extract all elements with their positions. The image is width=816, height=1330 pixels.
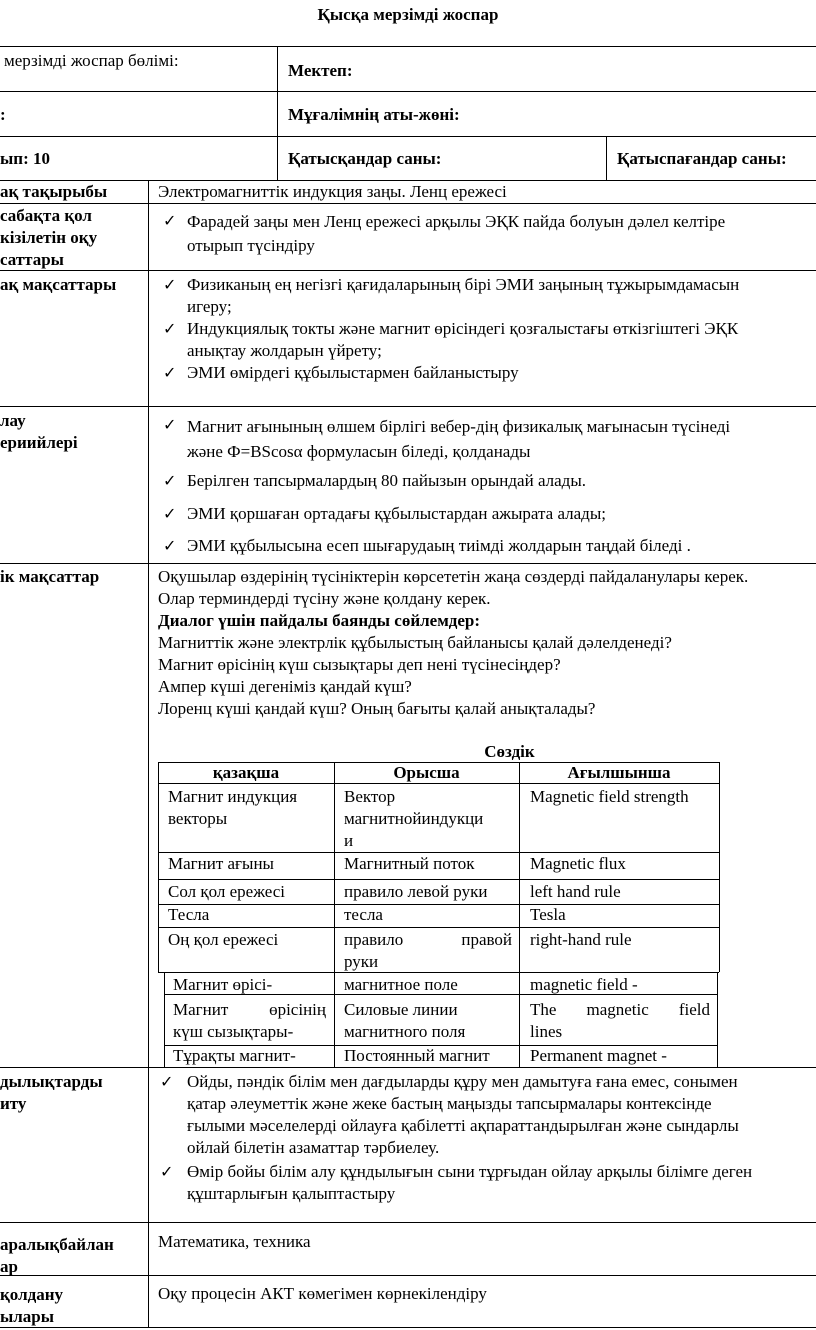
grid-line — [0, 563, 816, 564]
grid-line — [0, 1327, 816, 1328]
item-line: ЭМИ өмірдегі құбылыстармен байланыстыру — [187, 363, 519, 382]
date-label: : — [0, 105, 6, 124]
language-label: ік мақсаттар — [0, 567, 100, 586]
values-item — [187, 1161, 752, 1205]
dict-cell-ru: Магнитный поток — [344, 854, 475, 873]
dict-cell-en: Magnetic field strength — [530, 787, 689, 806]
check-icon: ✓ — [163, 471, 177, 490]
criteria-item: ЭМИ қоршаған ортадағы құбылыстардан ажырата алады; — [187, 504, 606, 523]
grid-line — [0, 91, 816, 92]
dict-line — [519, 972, 520, 1067]
dict-line — [719, 762, 720, 972]
check-icon: ✓ — [163, 211, 177, 230]
check-icon: ✓ — [160, 1162, 174, 1181]
item-line: ғылыми мәселелерді ойлауға қабілетті ақпараттандырылған және сындарлы — [187, 1116, 739, 1135]
check-icon: ✓ — [163, 415, 177, 434]
grid-line — [0, 406, 816, 407]
dict-cell-ru: правило правой руки — [344, 930, 512, 971]
goal-item — [187, 274, 739, 318]
dict-line — [158, 879, 719, 880]
item-line: Индукциялық токты және магнит өрісіндегі қозғалыстағы өткізгіштегі ЭҚК — [187, 319, 739, 338]
dict-line — [158, 904, 719, 905]
label-line: сабақта қол — [0, 206, 92, 225]
grid-line — [0, 136, 816, 137]
grid-line — [0, 1067, 816, 1068]
grid-line — [0, 270, 816, 271]
dict-line — [334, 762, 335, 972]
grid-line — [277, 46, 278, 180]
dict-cell-kz: Тесла — [168, 905, 210, 924]
teacher-label: Мұғалімнің аты-жөні: — [288, 105, 460, 124]
goal-item — [187, 362, 519, 384]
label-line: ылары — [0, 1307, 55, 1326]
criteria-item: Берілген тапсырмалардың 80 пайызын орындай алады. — [187, 471, 586, 490]
dict-cell-ru: Постоянный магнит — [344, 1046, 490, 1065]
intro-line: Оқушылар өздерінің түсініктерін көрсететін жаңа сөздерді пайдаланулары керек. — [158, 567, 749, 586]
label-line: қолдану — [0, 1285, 64, 1304]
dict-cell-ru: Вектор магнитнойиндукци и — [344, 787, 484, 850]
grid-line — [0, 1275, 816, 1276]
section-label: мерзімді жоспар бөлімі: — [4, 51, 179, 70]
dict-cell-kz: Сол қол ережесі — [168, 882, 285, 901]
label-line: лау — [0, 411, 26, 430]
question-line: Ампер күші дегеніміз қандай күш? — [158, 677, 412, 696]
question-line: Магнит өрісінің күш сызықтары деп нені түсінесіңдер? — [158, 655, 561, 674]
dict-cell-en: magnetic field - — [530, 975, 638, 994]
dialog-heading: Диалог үшін пайдалы баянды сөйлемдер: — [158, 611, 481, 630]
check-icon: ✓ — [160, 1072, 174, 1091]
label-line: саттары — [0, 250, 64, 269]
dict-cell-kz: Тұрақты магнит- — [173, 1046, 296, 1065]
item-line: отырып түсіндіру — [187, 236, 315, 255]
check-icon: ✓ — [163, 275, 177, 294]
dict-cell-kz: Магнит индукция векторы — [168, 787, 298, 828]
item-line: анықтау жолдарын үйрету; — [187, 341, 382, 360]
dict-cell-en: The magnetic field lines — [530, 1000, 710, 1041]
ict-label — [0, 1284, 63, 1328]
cross-label — [0, 1234, 114, 1278]
label-line: дылықтарды — [0, 1072, 103, 1091]
dict-line — [519, 762, 520, 972]
dict-cell-kz: Магнит ағыны — [168, 854, 274, 873]
grid-line — [0, 203, 816, 204]
absent-count-label: Қатыспағандар саны: — [617, 149, 787, 168]
grade-label: ып: 10 — [0, 149, 50, 168]
school-label: Мектеп: — [288, 61, 353, 80]
item-line: Магнит ағынының өлшем бірлігі вебер-дің физикалық мағынасын түсінеді — [187, 417, 731, 436]
dict-cell-ru: Силовые линии магнитного поля — [344, 1000, 466, 1041]
item-line: және Ф=BScosα формуласын біледі, қолданады — [187, 442, 531, 461]
topic-label: ақ тақырыбы — [0, 182, 108, 201]
dict-line — [164, 972, 165, 1067]
dict-line — [334, 972, 335, 1067]
label-line: аралықбайлан — [0, 1235, 114, 1254]
dict-cell-en: Magnetic flux — [530, 854, 626, 873]
dict-cell-ru: правило левой руки — [344, 882, 488, 901]
objectives-label — [0, 205, 97, 271]
question-line: Лоренц күші қандай күш? Оның бағыты қалай анықталады? — [158, 699, 596, 718]
grid-line — [0, 1222, 816, 1223]
goal-item — [187, 318, 738, 362]
item-line: Фарадей заңы мен Ленц ережесі арқылы ЭҚК пайда болуын дәлел келтіре — [187, 212, 726, 231]
page-title: Қысқа мерзімді жоспар — [317, 5, 499, 24]
dict-cell-en: Tesla — [530, 905, 566, 924]
grid-line — [606, 136, 607, 180]
item-line: құштарлығын қалыптастыру — [187, 1184, 396, 1203]
label-line: ериийлері — [0, 433, 78, 452]
dict-line — [158, 927, 719, 928]
dictionary-title: Сөздік — [484, 742, 535, 761]
check-icon: ✓ — [163, 504, 177, 523]
dict-cell-kz: Оң қол ережесі — [168, 930, 279, 949]
criteria-label — [0, 410, 78, 454]
dict-header-ru: Орысша — [393, 763, 460, 782]
language-intro — [158, 566, 748, 720]
objective-item — [187, 210, 725, 258]
check-icon: ✓ — [163, 536, 177, 555]
check-icon: ✓ — [163, 363, 177, 382]
lesson-goals-label: ақ мақсаттары — [0, 275, 117, 294]
present-count-label: Қатысқандар саны: — [288, 149, 442, 168]
criteria-item: ЭМИ құбылысына есеп шығарудаың тиімді жолдарын таңдай біледі . — [187, 536, 691, 555]
item-line: Физиканың ең негізгі қағидаларының бірі ЭМИ заңының тұжырымдамасын — [187, 275, 740, 294]
label-line: иту — [0, 1094, 27, 1113]
ict-value: Оқу процесін АКТ көмегімен көрнекілендіру — [158, 1284, 487, 1303]
item-line: қатар әлеуметтік және жеке бастың маңызды тапсырмалары контексінде — [187, 1094, 712, 1113]
dict-header-en: Ағылшынша — [567, 763, 671, 782]
dict-line — [717, 972, 718, 1067]
values-item — [187, 1071, 739, 1159]
criteria-item — [187, 414, 730, 464]
question-line: Магниттік және электрлік құбылыстың байланысы қалай дәлелденеді? — [158, 633, 672, 652]
dict-cell-kz: Магнит өрісінің күш сызықтары- — [173, 1000, 326, 1041]
grid-line — [0, 46, 816, 47]
dict-cell-ru: тесла — [344, 905, 383, 924]
item-line: ойлай білетін азаматтар тәрбиелеу. — [187, 1138, 440, 1157]
intro-line: Олар терминдерді түсіну және қолдану керек. — [158, 589, 491, 608]
item-line: игеру; — [187, 297, 232, 316]
dict-cell-en: right-hand rule — [530, 930, 632, 949]
topic-value: Электромагниттік индукция заңы. Ленц ережесі — [158, 182, 507, 201]
dict-cell-kz: Магнит өрісі- — [173, 975, 273, 994]
dict-cell-en: Permanent magnet - — [530, 1046, 667, 1065]
grid-line — [148, 180, 149, 1327]
label-line: кізілетін оқу — [0, 228, 98, 247]
dict-line — [158, 762, 159, 972]
item-line: Өмір бойы білім алу құндылығын сыни тұрғыдан ойлау арқылы білімге деген — [187, 1162, 753, 1181]
label-line: ар — [0, 1257, 18, 1276]
item-line: Ойды, пәндік білім мен дағдыларды құру мен дамытуға ғана емес, сонымен — [187, 1072, 738, 1091]
cross-value: Математика, техника — [158, 1232, 311, 1251]
values-label — [0, 1071, 103, 1115]
dict-cell-en: left hand rule — [530, 882, 621, 901]
check-icon: ✓ — [163, 319, 177, 338]
dict-header-kz: қазақша — [212, 763, 280, 782]
dict-cell-ru: магнитное поле — [344, 975, 458, 994]
